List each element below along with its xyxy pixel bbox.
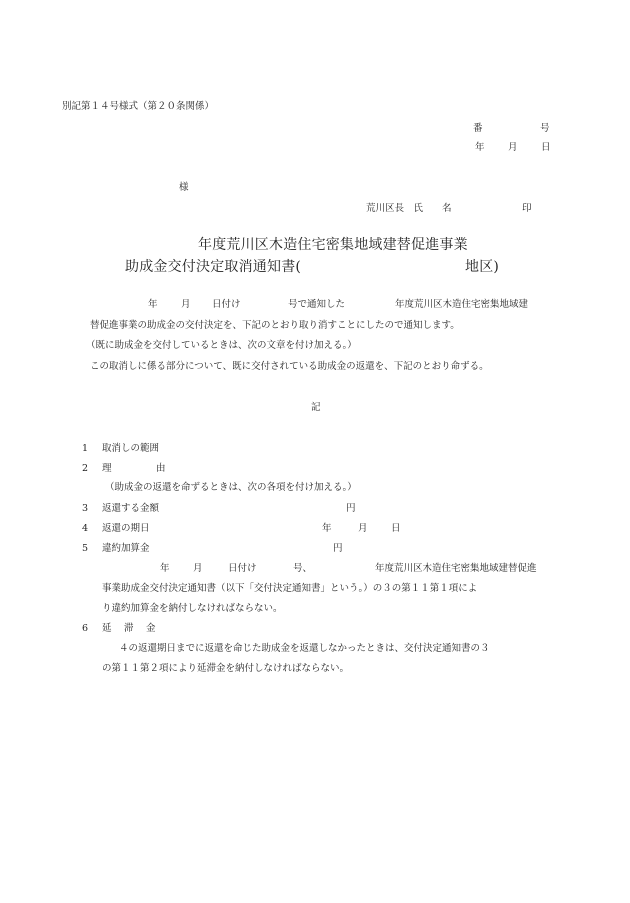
p1-date-label: 日付け [212, 299, 241, 310]
item-4-text: 返還の期日 [102, 523, 150, 534]
item-2-text-a: 理 [102, 463, 112, 474]
p3-repayment: この取消しに係る部分について、既に交付されている助成金の返還を、下記のとおり命ずる。 [90, 361, 489, 372]
item-2-number: 2 [82, 463, 89, 474]
p1-year: 年 [148, 299, 158, 310]
title-line-2-suffix: 地区) [465, 259, 500, 275]
item-6-text-a: 延 [102, 623, 112, 634]
issuer-name-label: 荒川区長 氏 名 [366, 203, 452, 214]
item-5-year: 年 [160, 563, 170, 574]
form-label: 別記第１４号様式（第２０条関係） [62, 101, 215, 112]
p1-notice-label: 号で通知した [288, 299, 346, 310]
item-5-line-3: り違約加算金を納付しなければならない。 [102, 603, 283, 614]
item-5-month: 月 [193, 563, 203, 574]
item-2-note: （助成金の返還を命ずるときは、次の各項を付け加える。） [105, 482, 357, 493]
p1-line-2: 替促進事業の助成金の交付決定を、下記のとおり取り消すことにしたので通知します。 [90, 320, 460, 331]
title-line-2-prefix: 助成金交付決定取消通知書( [125, 259, 302, 275]
item-3-yen: 円 [346, 503, 356, 514]
item-5-project-label: 年度荒川区木造住宅密集地域建替促進 [375, 563, 537, 574]
p1-month: 月 [181, 299, 191, 310]
item-4-day: 日 [391, 523, 401, 534]
p2-parenthetical: （既に助成金を交付しているときは、次の文章を付け加える。） [86, 340, 357, 351]
item-6-line-1: ４の返還期日までに返還を命じた助成金を返還しなかったときは、交付決定通知書の３ [119, 643, 490, 654]
number-go-label: 号 [540, 123, 550, 134]
item-1-text: 取消しの範囲 [102, 443, 160, 454]
number-ban-label: 番 [473, 123, 483, 134]
item-5-notice-label: 号、 [293, 563, 313, 574]
date-year-label: 年 [475, 142, 485, 153]
item-6-text-c: 金 [146, 623, 156, 634]
item-6-line-2: の第１１第２項により延滞金を納付しなければならない。 [102, 663, 350, 674]
ki-heading: 記 [311, 402, 321, 413]
addressee-sama: 様 [179, 182, 189, 193]
item-5-line-2: 事業助成金交付決定通知書（以下「交付決定通知書」という。）の３の第１１第１項によ [102, 583, 478, 594]
item-1-number: 1 [82, 443, 89, 454]
item-5-text: 違約加算金 [102, 543, 150, 554]
item-3-text: 返還する金額 [102, 503, 160, 514]
item-2-text-b: 由 [156, 463, 166, 474]
p1-project-label: 年度荒川区木造住宅密集地域建 [395, 299, 529, 310]
item-3-number: 3 [82, 503, 89, 514]
seal-label: 印 [522, 203, 532, 214]
item-5-yen: 円 [333, 543, 343, 554]
item-4-year: 年 [322, 523, 332, 534]
item-4-month: 月 [358, 523, 368, 534]
date-day-label: 日 [541, 142, 551, 153]
item-5-number: 5 [82, 543, 89, 554]
title-line-1: 年度荒川区木造住宅密集地域建替促進事業 [198, 237, 468, 253]
item-4-number: 4 [82, 523, 89, 534]
item-6-number: 6 [82, 623, 89, 634]
item-5-date-label: 日付け [228, 563, 257, 574]
date-month-label: 月 [508, 142, 518, 153]
item-6-text-b: 滞 [124, 623, 134, 634]
